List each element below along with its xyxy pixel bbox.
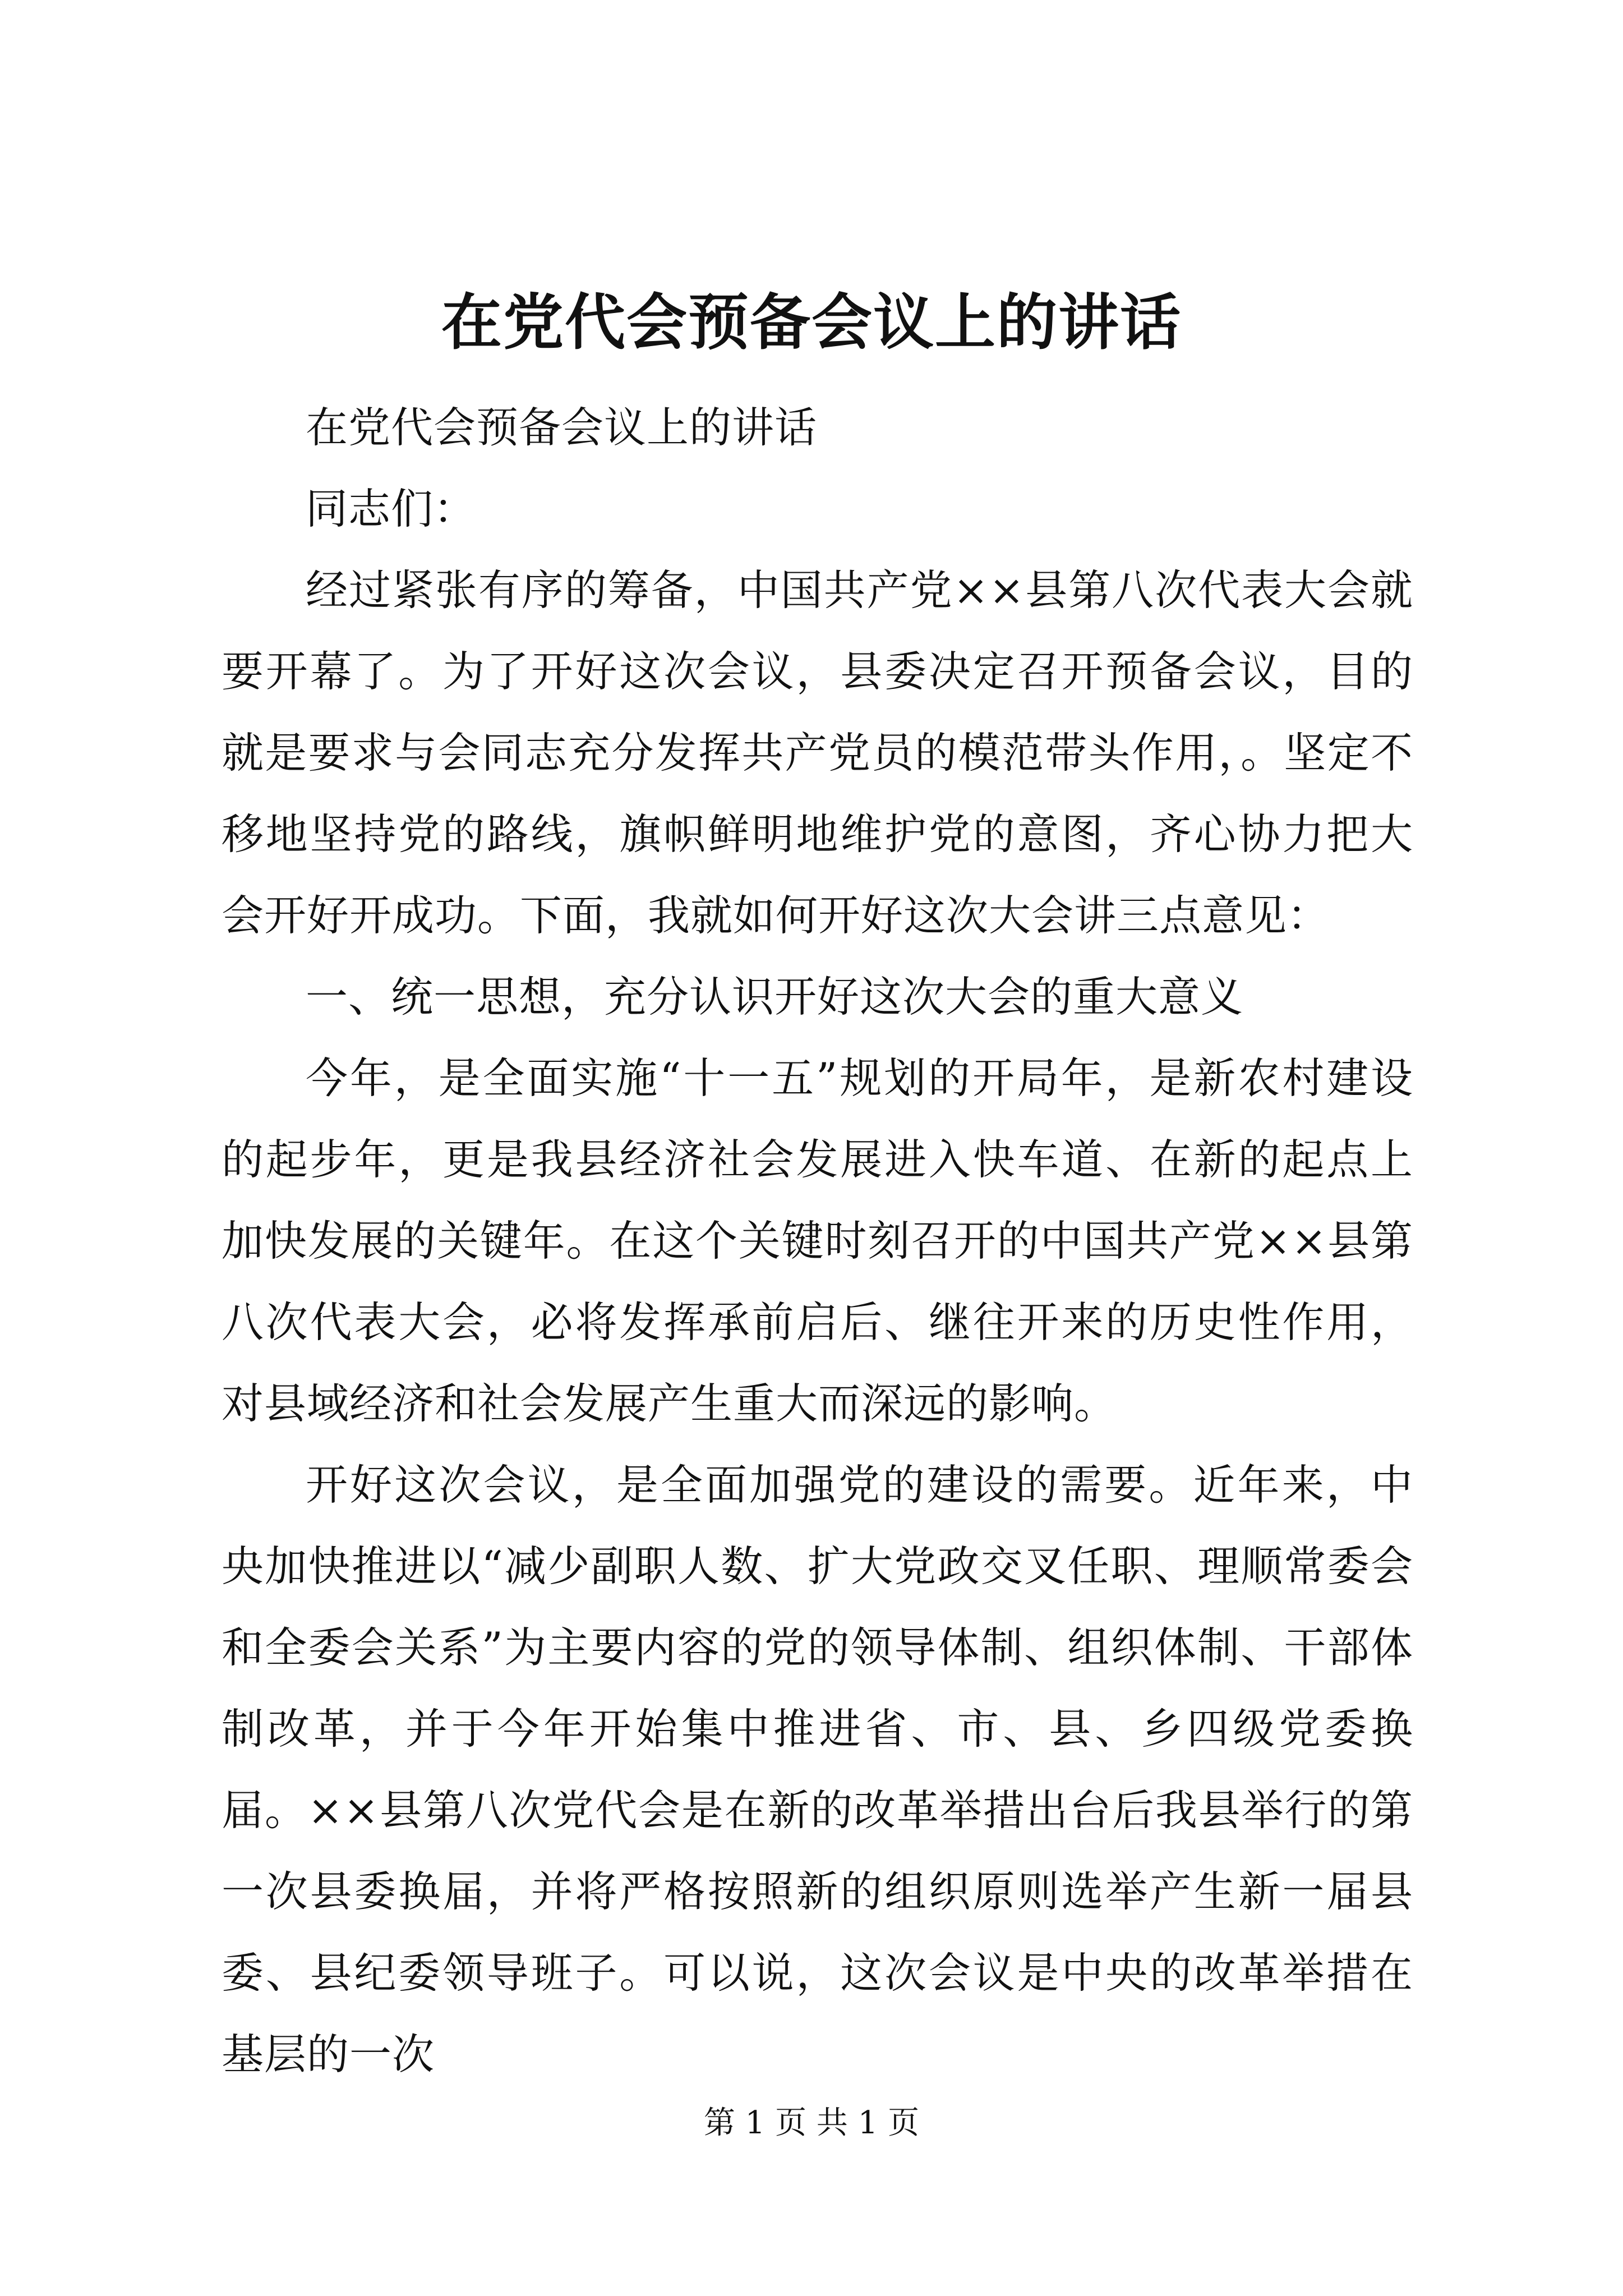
page-footer: 第 1 页 共 1 页 bbox=[703, 2105, 920, 2141]
paragraph-section-heading: 一、统一思想，充分认识开好这次大会的重大意义 bbox=[306, 972, 1244, 1022]
paragraph-heading-repeat: 在党代会预备会议上的讲话 bbox=[306, 403, 818, 452]
paragraph-significance: 今年，是全面实施“十一五”规划的开局年，是新农村建设的起步年，更是我县经济社会发展进入快车道、在新的起点上加快发展的关键年。在这个关键时刻召开的中国共产党××县第八次代表大会，必将发挥承前启后、继往开来的历史性作用，对县域经济和社会发展产生重大而深远的影响。 bbox=[222, 1053, 1413, 1428]
paragraph-party-building: 开好这次会议，是全面加强党的建设的需要。近年来，中央加快推进以“减少副职人数、扩大党政交叉任职、理顺常委会和全委会关系”为主要内容的党的领导体制、组织体制、干部体制改革，并于今年开始集中推进省、市、县、乡四级党委换届。××县第八次党代会是在新的改革举措出台后我县举行的第一次县委换届，并将严格按照新的组织原则选举产生新一届县委、县纪委领导班子。可以说，这次会议是中央的改革举措在基层的一次 bbox=[222, 1460, 1413, 2079]
paragraph-intro: 经过紧张有序的筹备，中国共产党××县第八次代表大会就要开幕了。为了开好这次会议，县委决定召开预备会议，目的就是要求与会同志充分发挥共产党员的模范带头作用，。坚定不移地坚持党的路线，旗帜鲜明地维护党的意图，齐心协力把大会开好开成功。下面，我就如何开好这次大会讲三点意见： bbox=[222, 565, 1413, 940]
document-body bbox=[222, 387, 1413, 2095]
paragraph-salutation: 同志们： bbox=[306, 484, 477, 533]
document-title: 在党代会预备会议上的讲话 bbox=[441, 287, 1182, 358]
